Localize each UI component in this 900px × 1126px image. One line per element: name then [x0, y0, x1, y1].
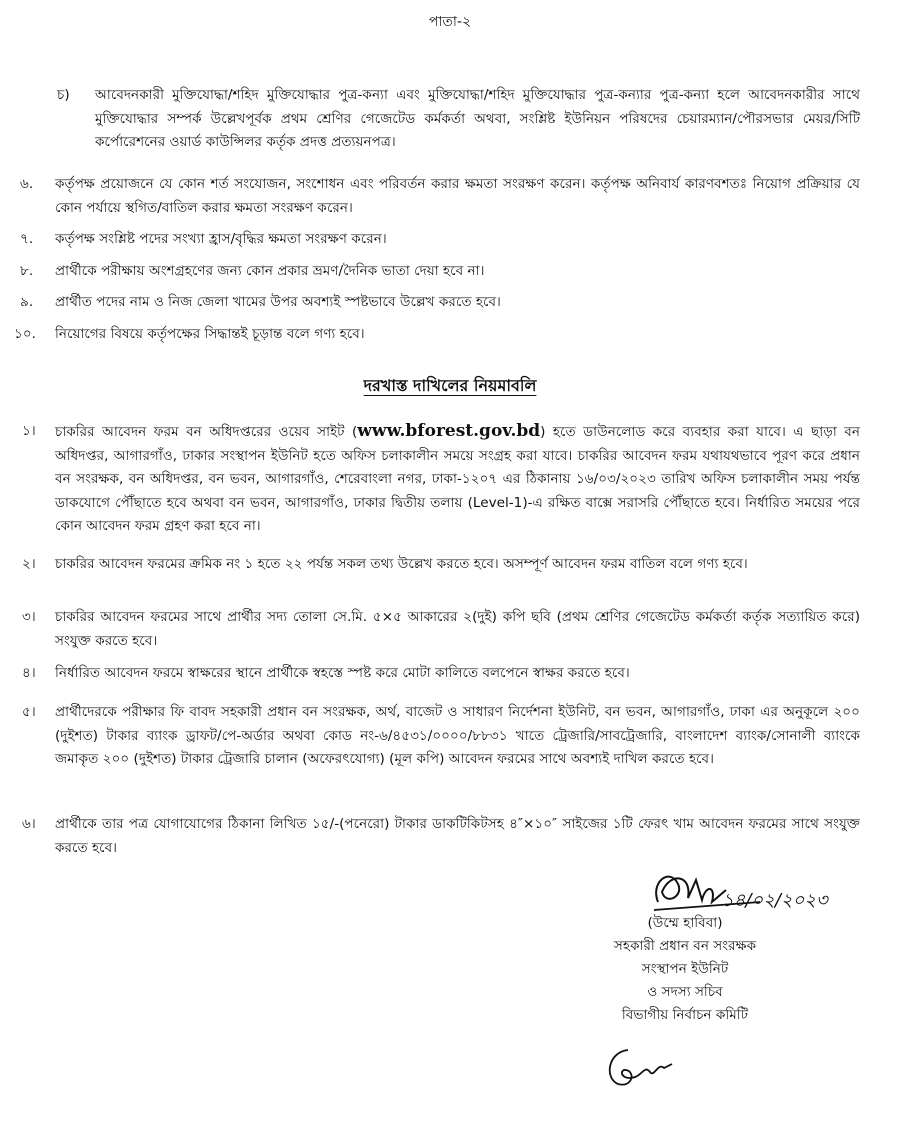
rule-3-number: ৩।: [22, 609, 36, 625]
rule-1-text: চাকরির আবেদন ফরম বন অধিদপ্তরের ওয়েব সাইট (www.bforest.gov.bd) হতে ডাউনলোড করে ব্যবহার করা যাবে। এ ছাড়া বন অধিদপ্তর, আগারগাঁও, ঢাকার সংস্থাপন ইউনিট হতে অফিস চলাকালীন সময়ে সংগ্রহ করা যাবে। চাকরির আবেদন ফরম যথাযথভাবে পূরণ করে প্রধান বন সংরক্ষক, বন অধিদপ্তর, বন ভবন, আগারগাঁও, শেরেবাংলা নগর, ঢাকা-১২০৭ এর ঠিকানায় ১৬/০৩/২০২৩ তারিখ অফিস চলাকালীন সময় পর্যন্ত ডাকযোগে পৌঁছাতে হবে অথবা বন ভবন, আগারগাঁও, ঢাকার দ্বিতীয় তলায় (Level-1)-এ রক্ষিত বাক্সে সরাসরি পৌঁছাতে হবে। নির্ধারিত সময়ের পরে কোন আবেদন ফরম গ্রহণ করা হবে না।: [55, 421, 860, 534]
rule-3-text: চাকরির আবেদন ফরমের সাথে প্রার্থীর সদ্য তোলা সে.মি. ৫×৫ আকারের ২(দুই) কপি ছবি (প্রথম শ্রেণির গেজেটেড কর্মকর্তা কর্তৃক সত্যায়িত করে) সংযুক্ত করতে হবে।: [55, 609, 860, 649]
signatory-block: [560, 912, 810, 1027]
item-8-text: প্রার্থীকে পরীক্ষায় অংশগ্রহণের জন্য কোন প্রকার ভ্রমণ/দৈনিক ভাতা দেয়া হবে না।: [55, 263, 485, 279]
website-url: www.bforest.gov.bd: [357, 421, 541, 441]
page-number: পাতা-২: [428, 14, 472, 30]
rule-5-number: ৫।: [22, 704, 36, 720]
rule-4-number: ৪।: [22, 665, 36, 681]
item-cha-text: আবেদনকারী মুক্তিযোদ্ধা/শহিদ মুক্তিযোদ্ধার পুত্র-কন্যা এবং মুক্তিযোদ্ধা/শহিদ মুক্তিযোদ্ধার পুত্র-কন্যার পুত্র-কন্যা হলে আবেদনকারীর সাথে মুক্তিযোদ্ধার সম্পর্ক উল্লেখপূর্বক প্রথম শ্রেণির গেজেটেড কর্মকর্তা অথবা, সংশ্লিষ্ট ইউনিয়ন পরিষদের চেয়ারম্যান/পৌরসভার মেয়র/সিটি কর্পোরেশনের ওয়ার্ড কাউন্সিলর কর্তৃক প্রদত্ত প্রত্যয়নপত্র।: [95, 87, 860, 150]
signatory-name: (উম্মে হাবিবা): [647, 915, 723, 931]
item-7-text: কর্তৃপক্ষ সংশ্লিষ্ট পদের সংখ্যা হ্রাস/বৃদ্ধির ক্ষমতা সংরক্ষণ করেন।: [55, 231, 387, 247]
signatory-designation: সহকারী প্রধান বন সংরক্ষক: [613, 938, 757, 954]
rule-1-number: ১।: [22, 423, 36, 439]
item-9-number: ৯.: [20, 294, 34, 310]
signatory-committee: বিভাগীয় নির্বাচন কমিটি: [621, 1007, 749, 1023]
rule-5-text: প্রার্থীদেরকে পরীক্ষার ফি বাবদ সহকারী প্রধান বন সংরক্ষক, অর্থ, বাজেট ও সাধারণ নির্দেশনা ইউনিট, বন ভবন, আগারগাঁও, ঢাকা এর অনুকূলে ২০০ (দুইশত) টাকার ব্যাংক ড্রাফট/পে-অর্ডার অথবা কোড নং-৬/৪৫৩১/০০০০/৮৮৩১ খাতে ট্রেজারি/সাবট্রেজারি, বাংলাদেশ ব্যাংক/সোনালী ব্যাংকে জমাকৃত ২০০ (দুইশত) টাকার ট্রেজারি চালান (অফেরৎযোগ্য) (মূল কপি) আবেদন ফরমের সাথে অবশ্যই দাখিল করতে হবে।: [55, 704, 860, 767]
item-10-number: ১০.: [14, 326, 36, 342]
signatory-unit: সংস্থাপন ইউনিট: [641, 961, 729, 977]
item-8-number: ৮.: [20, 263, 34, 279]
item-6-number: ৬.: [20, 176, 34, 192]
item-9-text: প্রার্থীত পদের নাম ও নিজ জেলা খামের উপর অবশ্যই স্পষ্টভাবে উল্লেখ করতে হবে।: [55, 294, 501, 310]
signature-date: ১৪/০২/২০২৩: [722, 890, 828, 911]
item-6-text: কর্তৃপক্ষ প্রয়োজনে যে কোন শর্ত সংযোজন, সংশোধন এবং পরিবর্তন করার ক্ষমতা সংরক্ষণ করেন। কর্তৃপক্ষ অনিবার্য কারণবশতঃ নিয়োগ প্রক্রিয়ার যে কোন পর্যায়ে স্থগিত/বাতিল করার ক্ষমতা সংরক্ষণ করেন।: [55, 176, 860, 216]
item-cha-number: চ): [57, 87, 70, 103]
handwritten-initials: [598, 1042, 678, 1092]
rule-2-text: চাকরির আবেদন ফরমের ক্রমিক নং ১ হতে ২২ পর্যন্ত সকল তথ্য উল্লেখ করতে হবে। অসম্পূর্ণ আবেদন ফরম বাতিল বলে গণ্য হবে।: [55, 556, 748, 572]
item-10-text: নিয়োগের বিষয়ে কর্তৃপক্ষের সিদ্ধান্তই চূড়ান্ত বলে গণ্য হবে।: [55, 326, 365, 342]
rule-6-text: প্রার্থীকে তার পত্র যোগাযোগের ঠিকানা লিখিত ১৫/-(পনেরো) টাকার ডাকটিকিটসহ ৪″×১০″ সাইজের ১টি ফেরৎ খাম আবেদন ফরমের সাথে সংযুক্ত করতে হবে।: [55, 816, 861, 856]
rule-6-number: ৬।: [22, 816, 36, 832]
rule-2-number: ২।: [22, 556, 36, 572]
item-7-number: ৭.: [20, 231, 34, 247]
section-heading: দরখাস্ত দাখিলের নিয়মাবলি: [363, 376, 537, 395]
rule-4-text: নির্ধারিত আবেদন ফরমে স্বাক্ষরের স্থানে প্রার্থীকে স্বহস্তে স্পষ্ট করে মোটা কালিতে বলপেনে স্বাক্ষর করতে হবে।: [55, 665, 630, 681]
signatory-role: ও সদস্য সচিব: [647, 984, 723, 1000]
